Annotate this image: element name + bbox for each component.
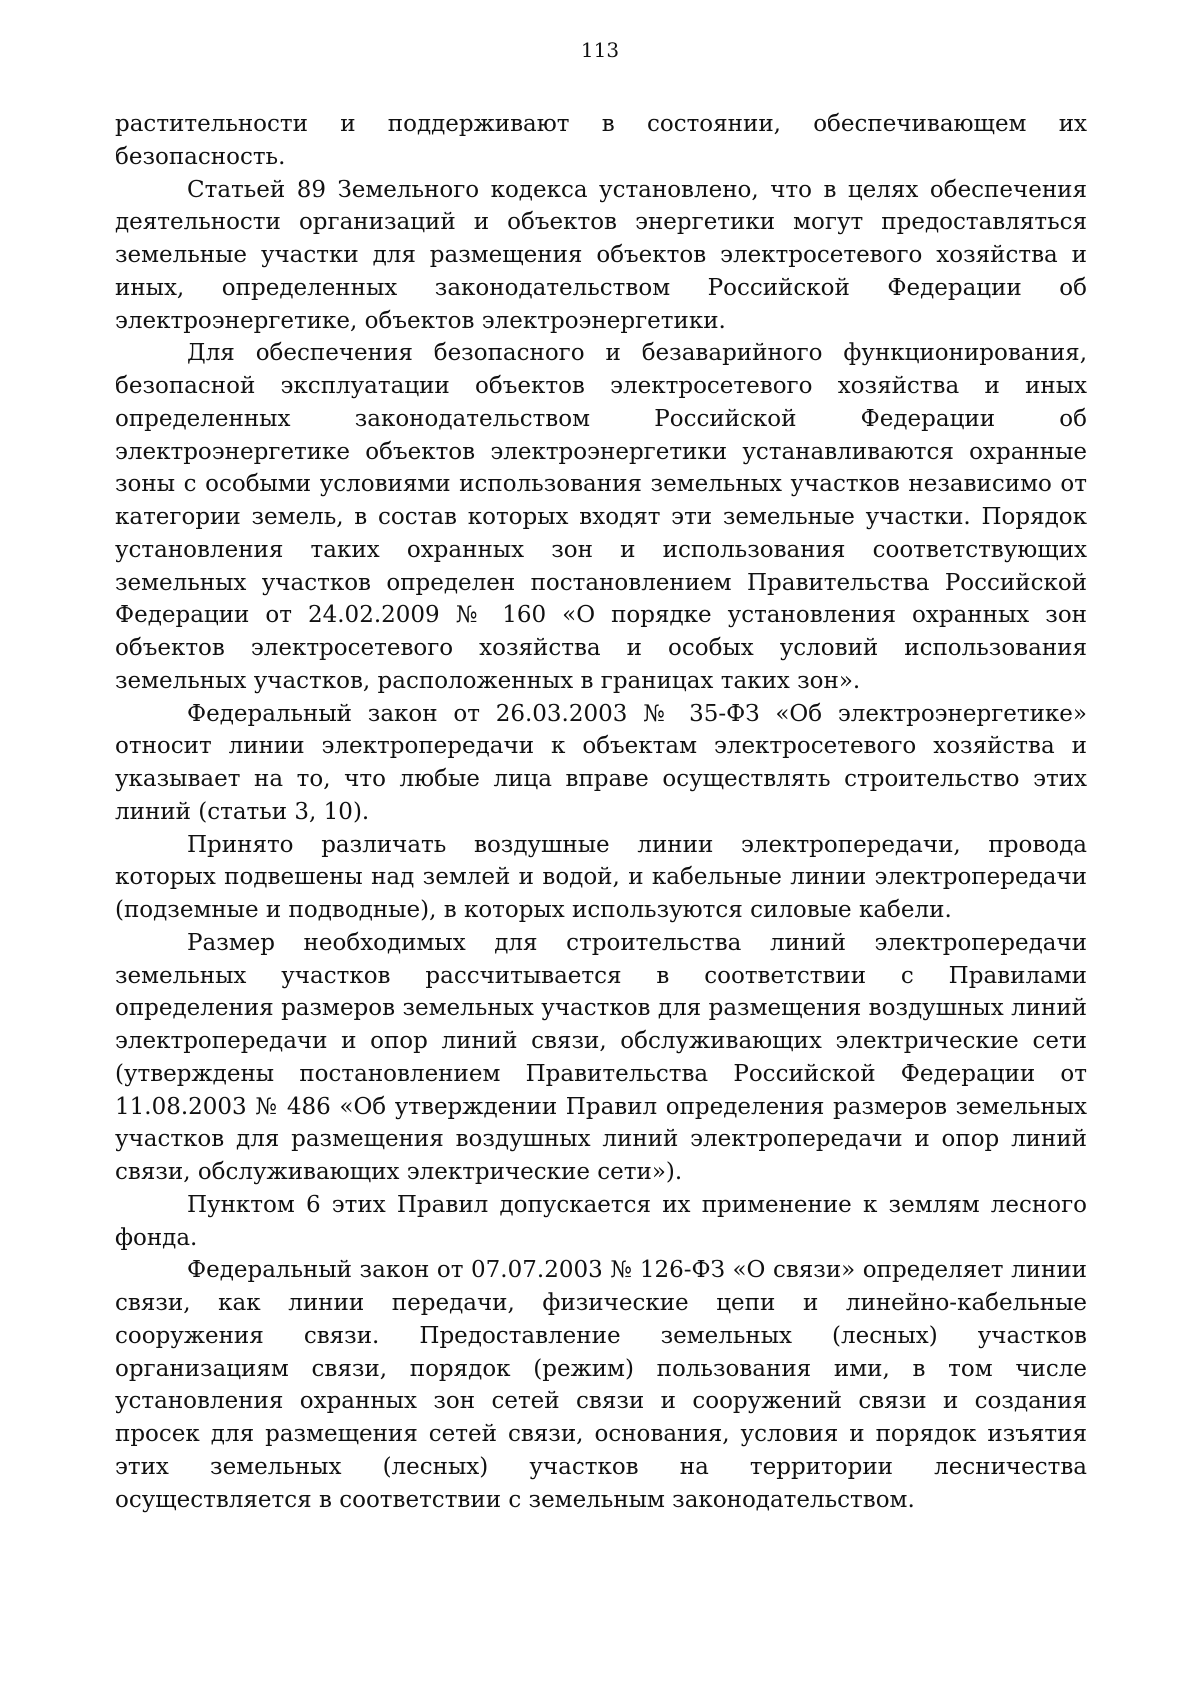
paragraph-protection-zones: Для обеспечения безопасного и безаварийного функционирования, безопасной эксплуатации объектов электросетевого хозяйства и иных определенных законодательством Российской Федерации об электроэнергетике объектов электроэнергетики устанавливаются охранные зоны с особыми условиями использования земельных участков независимо от категории земель, в состав которых входят эти земельные участки. Порядок установления таких охранных зон и использования соответствующих земельных участков определен постановлением Правительства Российской Федерации от 24.02.2009 № 160 «О порядке установления охранных зон объектов электросетевого хозяйства и особых условий использования земельных участков, расположенных в границах таких зон». [115,340,1087,694]
paragraph-plot-size-rules: Размер необходимых для строительства линий электропередачи земельных участков рассчитывается в соответствии с Правилами определения размеров земельных участков для размещения воздушных линий электропередачи и опор линий связи, обслуживающих электрические сети (утверждены постановлением Правительства Российской Федерации от 11.08.2003 № 486 «Об утверждении Правил определения размеров земельных участков для размещения воздушных линий электропередачи и опор линий связи, обслуживающих электрические сети»). [115,929,1087,1185]
paragraph-article-89: Статьей 89 Земельного кодекса установлено, что в целях обеспечения деятельности организаций и объектов энергетики могут предоставляться земельные участки для размещения объектов электросетевого хозяйства и иных, определенных законодательством Российской Федерации об электроэнергетике, объектов электроэнергетики. [115,176,1087,334]
paragraph-forest-fund: Пунктом 6 этих Правил допускается их применение к землям лесного фонда. [115,1191,1087,1251]
paragraph-continuation: растительности и поддерживают в состоянии, обеспечивающем их безопасность. [115,111,1087,170]
paragraph-electroenergetics-law: Федеральный закон от 26.03.2003 № 35-ФЗ «Об электроэнергетике» относит линии электропередачи к объектам электросетевого хозяйства и указывает на то, что любые лица вправе осуществлять строительство этих линий (статьи 3, 10). [115,700,1087,825]
paragraph-communications-law: Федеральный закон от 07.07.2003 № 126-ФЗ «О связи» определяет линии связи, как линии передачи, физические цепи и линейно-кабельные сооружения связи. Предоставление земельных (лесных) участков организациям связи, порядок (режим) пользования ими, в том числе установления охранных зон сетей связи и сооружений связи и создания просек для размещения сетей связи, основания, условия и порядок изъятия этих земельных (лесных) участков на территории лесничества осуществляется в соответствии с земельным законодательством. [115,1257,1087,1513]
page-number: 113 [580,38,620,62]
document-body [115,108,1087,1516]
paragraph-line-types: Принято различать воздушные линии электропередачи, провода которых подвешены над землей и водой, и кабельные линии электропередачи (подземные и подводные), в которых используются силовые кабели. [115,831,1087,923]
